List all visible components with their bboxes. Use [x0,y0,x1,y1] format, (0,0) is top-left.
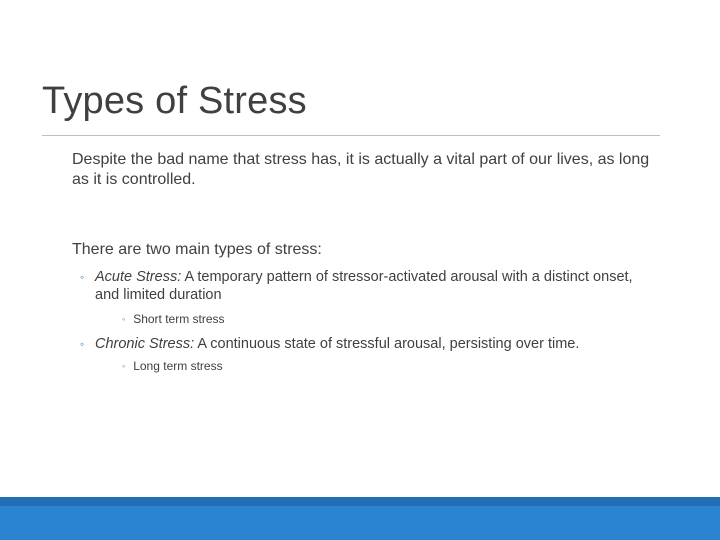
bullet-term: Acute Stress: [95,269,182,285]
bullet-marker-icon: ◦ [80,337,85,351]
lead-paragraph: There are two main types of stress: [72,241,322,258]
title-divider [42,135,660,136]
intro-paragraph: Despite the bad name that stress has, it is actually a vital part of our lives, as long as it is controlled. [72,151,650,188]
subbullet-text: Long term stress [133,359,223,373]
bullet-description: A temporary pattern of stressor-activated arousal with a distinct onset, and limited duration [95,269,633,303]
bullet-text [95,268,640,304]
bullet-term: Chronic Stress: [95,336,195,352]
subbullet-text: Short term stress [133,312,225,326]
bullet-description: A continuous state of stressful arousal, persisting over time. [194,336,580,352]
subbullet-marker-icon: ◦ [122,314,126,324]
subbullet-marker-icon: ◦ [122,361,126,371]
bullet-marker-icon: ◦ [80,270,85,284]
subbullet-long-term [122,359,223,375]
bullet-text [95,335,680,353]
subbullet-short-term [122,312,225,328]
slide-title: Types of Stress [42,80,307,122]
footer-accent-line [0,497,720,506]
bullet-acute-stress [80,268,640,304]
bullet-chronic-stress [80,335,680,353]
